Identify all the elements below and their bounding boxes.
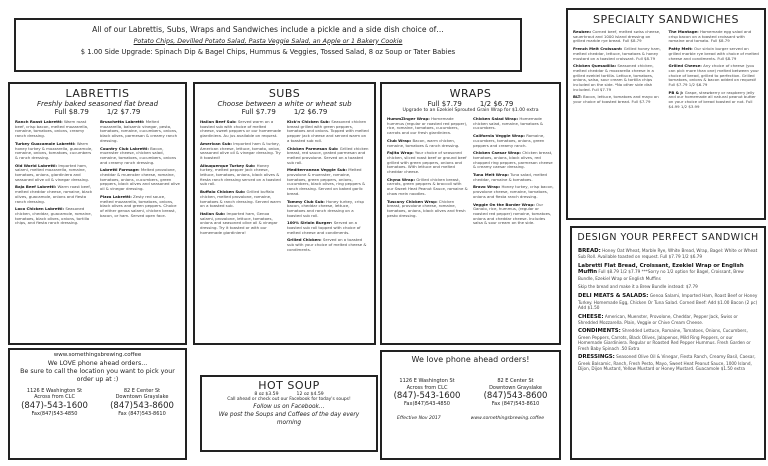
design-row [572, 354, 764, 371]
street: 1126 E Washington St [26, 387, 83, 394]
store-location [110, 388, 174, 418]
item-name: Tommy Club Sub: [287, 198, 325, 204]
section-title: SUBS [268, 87, 301, 100]
subs-section [193, 82, 376, 345]
landmark: Across from CLC [406, 384, 448, 391]
item-name: Italian Beef Sub: [200, 119, 237, 124]
menu-item [387, 178, 468, 197]
hot-soup-box [200, 375, 378, 452]
design-row [572, 248, 764, 260]
menu-item [287, 238, 369, 252]
menu-item [287, 168, 369, 196]
item-name: BLT: [573, 94, 582, 100]
wraps-section [380, 82, 561, 345]
street: 1126 E Washington St [399, 378, 455, 384]
menu-item [200, 212, 282, 236]
item-description: Melted provolone, cheddar & muenster cheese, romaine, tomatoes, onions, cucumbers, green peppers, black olives and seasoned olive oil & vinegar dressing. [100, 167, 180, 192]
locations-box [8, 348, 187, 460]
item-name: California Veggie Wrap: [473, 133, 525, 139]
row-options: Honey Oat Wheat, Marble Rye, White Bread, Wrap, Bagel: White or Wheat Sub Roll. Available toasted on request. Full $7.79 1/2 $6.79 [578, 248, 758, 260]
section-title: DESIGN YOUR PERFECT SANDWICH [577, 232, 759, 243]
fax-number: Fax (847)543-8610 [491, 401, 540, 407]
item-name: Grilled Chicken: [287, 237, 322, 243]
menu-item [473, 173, 554, 182]
item-description: Corned beef, melted swiss cheese, sauerkraut and 1000 island dressing on grilled marble rye bread. Full $8.79 [573, 29, 661, 44]
item-description: Warm roast beef, crisp bacon, melted mozzarella, romaine, tomatoes, onions, creamy ranch dressing. [15, 119, 89, 139]
street: 82 E Center St [123, 387, 161, 394]
row-options: American, Muenster, Provolone, Cheddar, Pepper Jack, Swiss or Shredded Mozzarella. Plain, Veggie or Chive Cream Cheese. [578, 313, 738, 326]
item-description: Honey turkey, crisp bacon, cheddar cheese, lettuce, tomatoes and ranch dressing on a toasted sub roll. [287, 198, 364, 218]
item-description: Warm roast beef, melted cheddar cheese, romaine, black olives, guacamole, onions and fiesta ranch dressing. [15, 184, 93, 204]
phone-orders-box [380, 350, 561, 460]
menu-item [200, 142, 282, 161]
menu-item [200, 120, 282, 139]
item-description: Zesty red sauce, melted mozzarella, tomatoes, onions, black olives and green peppers. Choice of either genoa salami, chicken breast, bacon, or ham. Served open face. [100, 193, 177, 218]
menu-item [387, 139, 468, 148]
row-label: BREAD: [578, 248, 601, 254]
item-name: Buffalo Chicken Sub: [200, 189, 246, 195]
price-half: 1/2 $7.79 [106, 108, 141, 116]
menu-item [387, 151, 468, 175]
menu-item [15, 164, 95, 183]
menu-item [669, 64, 760, 88]
row-options: Full $8.79 1/2 $7.79 ***Sorry no 1/2 option for Bagel, Croissant, Brew Bundle, Ezekiel Wrap or English Muffins [578, 269, 744, 281]
section-title: LABRETTIS [65, 87, 130, 100]
item-description: Chicken breast, provolone cheese, romaine, tomatoes, onions, black olives and fresh pesto dressing. [387, 198, 466, 218]
item-description: Seasoned chicken breast grilled with green peppers, tomatoes and onions. Topped with melted pepper jack cheese and served warm on a toasted sub roll. [287, 119, 369, 143]
section-subtitle: Freshly baked seasoned flat bread [36, 100, 159, 108]
item-description: Grilled buffalo chicken, melted provolone, romaine, tomatoes & ranch dressing. Served warm on a toasted sub. [200, 189, 281, 209]
item-name: Chicken Parmesan Sub: [287, 145, 339, 151]
price-full: Full $7.79 [241, 108, 276, 116]
menu-item [473, 134, 554, 148]
item-description: Served on a toasted sub roll topped with choice of melted cheese and condiments. [287, 220, 361, 235]
item-name: Kick'n Chicken Sub: [287, 119, 330, 124]
item-name: Bravo Wrap: [473, 184, 501, 190]
side-choices: Potato Chips, Devilled Potato Salad, Pasta Veggie Salad, an Apple or 1 Bakery Cookie [133, 37, 403, 45]
item-name: Chicken Caesar Wrap: [473, 150, 521, 156]
phone-number[interactable]: (847)543-8600 [110, 400, 174, 411]
item-name: Turkey Guacamole Labretti: [15, 140, 76, 146]
menu-item [669, 47, 760, 61]
menu-item [669, 30, 760, 44]
menu-item [573, 64, 664, 92]
price-full: Full $7.79 [427, 100, 462, 108]
item-name: The Montage: [668, 29, 699, 34]
row-label: DRESSINGS: [578, 354, 615, 361]
section-title: WRAPS [449, 87, 492, 100]
phone-number[interactable]: (847)543-8600 [483, 391, 548, 401]
menu-item [15, 142, 95, 161]
item-description: Your choice of seasoned chicken, sliced roast beef or ground beef grilled with green peppers, onions and tomatoes. With lettuce and melted cheddar cheese. [387, 150, 467, 175]
item-name: Italian Sub: [200, 210, 226, 216]
item-description: Seasoned chicken, melted cheddar & mozzarella cheese in a grilled ezekiel tortilla. Lettuce, tomatoes, onions, salsa, sour cream & tortilla chips included on the side. *No other side dish included. Full $7.79 [573, 63, 654, 92]
item-description: Grilled honey ham, melted cheddar, lettuce, tomatoes & honey mustard on a toasted croissant. Full $8.79 [573, 46, 661, 61]
menu-item [387, 200, 468, 219]
menu-item [100, 195, 180, 219]
design-row [572, 263, 764, 281]
store-location [394, 378, 461, 408]
menu-item [573, 30, 664, 44]
menu-item [473, 151, 554, 170]
item-name: Country Club Labretti: [100, 145, 149, 151]
menu-item [200, 190, 282, 209]
landmark: Downtown Grayslake [489, 384, 542, 391]
price-full: Full $8.79 [54, 108, 89, 116]
row-options: Seasoned Olive Oil & Vinegar, Fiesta Ranch, Creamy Basil, Caesar, Greek Balsamic, Ranch, Fresh Pesto, Mayo, Sweet Heat Peanut Sauce, 1000 Island, Dijon, Dijon Mustard, Yellow Mustard or Honey Mustard. Guacamole $1.50 extra [578, 354, 756, 371]
design-row [572, 284, 764, 290]
design-row [572, 314, 764, 326]
landmark: Downtown Grayslake [115, 394, 169, 400]
item-name: Chicken Salad Wrap: [473, 116, 519, 121]
banner-headline: All of our Labrettis, Subs, Wraps and Sandwiches include a pickle and a side dish choice of… [92, 25, 444, 34]
soup-12oz: 12 oz $4.59 [296, 392, 324, 397]
item-name: Tuna Melt Wrap: [473, 172, 509, 178]
item-name: Chicken Quesadilla: [573, 63, 617, 69]
menu-item [287, 200, 369, 219]
item-name: Veggie On the Border Wrap: [473, 201, 535, 207]
item-description: Homemade chicken salad, romaine, tomatoes & cucumbers. [473, 116, 544, 131]
item-description: Imported ham, salami, melted mozzarella, romaine, tomatoes, onions, giardiniera and seasoned olive oil & vinegar dressing. [15, 162, 89, 182]
item-name: PB & J: [668, 89, 684, 95]
item-name: Bruschetta Labretti: [100, 119, 145, 124]
store-location [484, 378, 548, 408]
item-name: HummZinger Wrap: [387, 116, 430, 121]
menu-item [100, 120, 180, 144]
design-row [572, 328, 764, 351]
menu-item [473, 117, 554, 131]
section-title: HOT SOUP [258, 379, 320, 392]
menu-item [15, 185, 95, 204]
item-name: Fajita Wrap: [387, 150, 414, 156]
item-description: Honey turkey, melted pepper jack cheese, lettuce, tomatoes, onions, black olives & fiesta ranch dressing served on a toasted sub roll. [200, 162, 281, 187]
design-sandwich-section [570, 226, 766, 460]
section-subtitle: Choose between a white or wheat sub [217, 100, 352, 108]
row-options: Genoa Salami, Imported Ham, Roast Beef or Honey Turkey. Homemade Egg, Chicken Or Tuna Salad. Corned Beef: Add $1.00 Bacon (2 pc) Add $1.50 [578, 293, 758, 311]
item-description: Our sirloin burger served on grilled marble rye bread with choice of melted cheese and condiments. Full $8.79 [668, 46, 759, 61]
row-label: DELI MEATS & SALADS: [578, 293, 649, 300]
phone-ahead-text: We LOVE phone ahead orders... [47, 359, 148, 367]
fax-number: Fax(847)543-4850 [31, 410, 78, 417]
row-options: Skip the bread and make it a Brew Bundle instead: $7.79 [578, 284, 698, 290]
item-name: French Melt Croissant: [573, 46, 623, 52]
item-description: Served warm on a toasted sub with choice of melted cheese, sweet peppers or our homemade giardiniera. Au jus available on request. [200, 119, 282, 139]
item-description: Homemade egg salad and crisp bacon on a toasted croissant with romaine and tomato. Full $8.79 [668, 29, 752, 44]
item-name: Baja Beef Labretti: [15, 184, 57, 190]
item-description: Melted provolone & muenster, romaine, tomatoes, green peppers, onions, cucumbers, black olives, ring peppers & ranch dressing. Served on baked garlic bread. [287, 167, 366, 196]
soup-post: We post the Soups and Coffees of the day every morning [218, 412, 360, 426]
menu-item [473, 203, 554, 227]
row-label: CONDIMENTS: [578, 328, 621, 335]
item-name: Chyna Wrap: [387, 176, 416, 182]
menu-item [669, 91, 760, 110]
item-name: Pizza Labretti: [100, 193, 132, 199]
item-name: 100% Sirloin Burger: [287, 220, 333, 226]
menu-item [287, 147, 369, 166]
menu-item [387, 117, 468, 136]
soup-facebook: Follow us on Facebook… [253, 404, 325, 410]
design-row [572, 293, 764, 310]
soup-call: Call ahead or check out our Facebook for today's soups! [227, 397, 351, 402]
item-description: Imported ham, Genoa salami, provolone, lettuce, tomatoes, onions and seasoned olive oil & vinegar dressing. Try it toasted or with our homemade giardiniera! [200, 210, 278, 235]
labrettis-section [8, 82, 187, 345]
sides-banner [14, 18, 522, 72]
phone-title: We love phone ahead orders! [411, 355, 530, 364]
website[interactable]: www.somethingsbrewing.coffee [53, 352, 142, 358]
menu-item [473, 185, 554, 199]
menu-item [287, 221, 369, 235]
wrap-upgrade: Upgrade to an Ezekiel Sprouted Grain Wrap for $1.00 extra [402, 108, 539, 113]
item-description: Honey turkey, crisp bacon, provolone cheese, romaine, tomatoes, onions and fiesta ranch dressing. [473, 184, 554, 199]
landmark: Across from CLC [34, 394, 75, 400]
item-name: Mediterranean Veggie Sub: [287, 167, 347, 173]
specialty-section [566, 8, 766, 220]
menu-item [573, 95, 664, 104]
call-location-text: Be sure to call the location you want to pick your order up at :) [20, 367, 175, 383]
website[interactable]: www.somethingsbrewing.coffee [470, 415, 545, 421]
item-description: Melted mozzarella, balsamic vinegar, pesto, tomatoes, romaine, cucumbers, onions, black olives, parmesan & creamy ranch dressing. [100, 119, 178, 143]
item-description: Grilled chicken breast, red sauce, grated parmesan and melted provolone. Served on a toasted sub roll. [287, 145, 369, 165]
item-description: Romaine, cucumbers, tomatoes, onions, green peppers and creamy ranch. [473, 133, 545, 148]
item-name: Patty Melt: [668, 46, 693, 52]
item-name: Reuben: [573, 29, 592, 34]
menu-item [15, 120, 95, 139]
item-name: Loco Chicken Labretti: [15, 206, 65, 212]
effective-date: Effective Nov 2017 [396, 415, 441, 421]
phone-number[interactable]: (847)-543-1600 [21, 400, 88, 411]
side-upgrade: $ 1.00 Side Upgrade: Spinach Dip & Bagel Chips, Hummus & Veggies, Tossed Salad, 8 oz Soup or Tater Babies [80, 48, 456, 56]
item-name: Old World Labretti: [15, 162, 58, 168]
item-name: American Sub: [200, 140, 232, 146]
item-description: Chicken breast, tomatoes, onions, black olives, red chopped ring peppers, parmesan cheese & creamy caesar dressing. [473, 150, 553, 170]
item-description: Warm honey turkey & mozzarella, guacamole, romaine, onions, tomatoes, cucumbers & ranch dressing. [15, 140, 93, 160]
item-description: Tuna salad, melted cheddar, romaine & tomatoes. [473, 172, 547, 182]
menu-item [200, 164, 282, 188]
menu-item [100, 147, 180, 166]
menu-item [573, 47, 664, 61]
price-half: 1/2 $6.79 [479, 100, 514, 108]
item-description: Grilled chicken breast, carrots, green peppers & broccoli with our Sweet Heat Peanut Sauce, romaine & chow mein noodles. [387, 176, 468, 196]
menu-item [100, 168, 180, 192]
item-name: Tuscany Chicken Wrap: [387, 198, 438, 204]
item-name: Ranch Roast Labretti: [15, 119, 63, 124]
row-options: Shredded Lettuce, Romaine, Tomatoes, Onions, Cucumbers, Green Peppers, Carrots, Black Olives, Jalapenos, Mild Ring Peppers, or our Homemade Giardiniera. Regular or Roasted Red Pepper Hummus. Fresh Garden or Fresh Baby Spinach .50 Extra [578, 328, 751, 351]
item-description: Imported ham & turkey, American cheese, lettuce, tomato, onion, seasoned olive oil & vinegar dressing. Try it toasted! [200, 140, 281, 160]
item-description: Our Ganolo, rice, hummus, (regular or roasted red pepper) romaine, tomatoes, onions and cheddar cheese. Includes salsa & sour cream on the side. [473, 201, 552, 226]
street: 82 E Center St [497, 378, 534, 384]
price-half: 1/2 $6.79 [293, 108, 328, 116]
fax-number: Fax(847)543-4850 [404, 401, 450, 407]
item-description: Seasoned chicken, cheddar, guacamole, romaine, tomatoes, black olives, onions, tortilla chips, and fiesta ranch dressing. [15, 206, 92, 226]
item-name: Grilled Cheese: [668, 63, 702, 69]
item-description: Bacon, lettuce, tomatoes and mayo on your choice of toasted bread. Full $7.79 [573, 94, 659, 105]
item-description: Grape, strawberry or raspberry jelly and our homemade all natural peanut butter on your choice of bread toasted or not. Full $4.99 1/2 $3.99 [668, 89, 756, 109]
store-location [21, 388, 88, 418]
item-description: Any choice of cheese (you can pick more than one) melted between your choice of bread, grilled to perfection. Grilled tomatoes, onions & bacon added on request! Full $7.79 1/2 $6.79 [668, 63, 759, 88]
soup-8oz: 8 oz $3.59 [254, 392, 279, 397]
item-name: Albuquerque Turkey Sub: [200, 162, 256, 168]
fax-number: Fax (847)543-8610 [118, 410, 166, 417]
item-name: Club Wrap: [387, 137, 412, 143]
item-description: Bacon, warm chicken, romaine, tomatoes & ranch dressing. [387, 137, 460, 148]
row-label: Labretti Flat Bread, Croissant, Ezekiel Wrap or English Muffin [578, 262, 744, 276]
menu-item [287, 120, 369, 144]
item-name: Labretti Formage: [100, 167, 140, 173]
row-label: CHEESE: [578, 313, 604, 320]
item-description: Bacon, muenster cheese, chicken salad, romaine, tomatoes, cucumbers, onions and creamy ranch dressing. [100, 145, 177, 165]
phone-number[interactable]: (847)-543-1600 [393, 391, 461, 401]
item-description: Served on a toasted sub with your choice of melted cheese & condiments. [287, 237, 367, 252]
section-title: SPECIALTY SANDWICHES [593, 13, 739, 26]
item-description: Homemade hummus (regular or roasted red pepper), rice, romaine, tomatoes, cucumbers, carrots and our fresh giardiniera. [387, 116, 468, 136]
menu-item [15, 207, 95, 226]
